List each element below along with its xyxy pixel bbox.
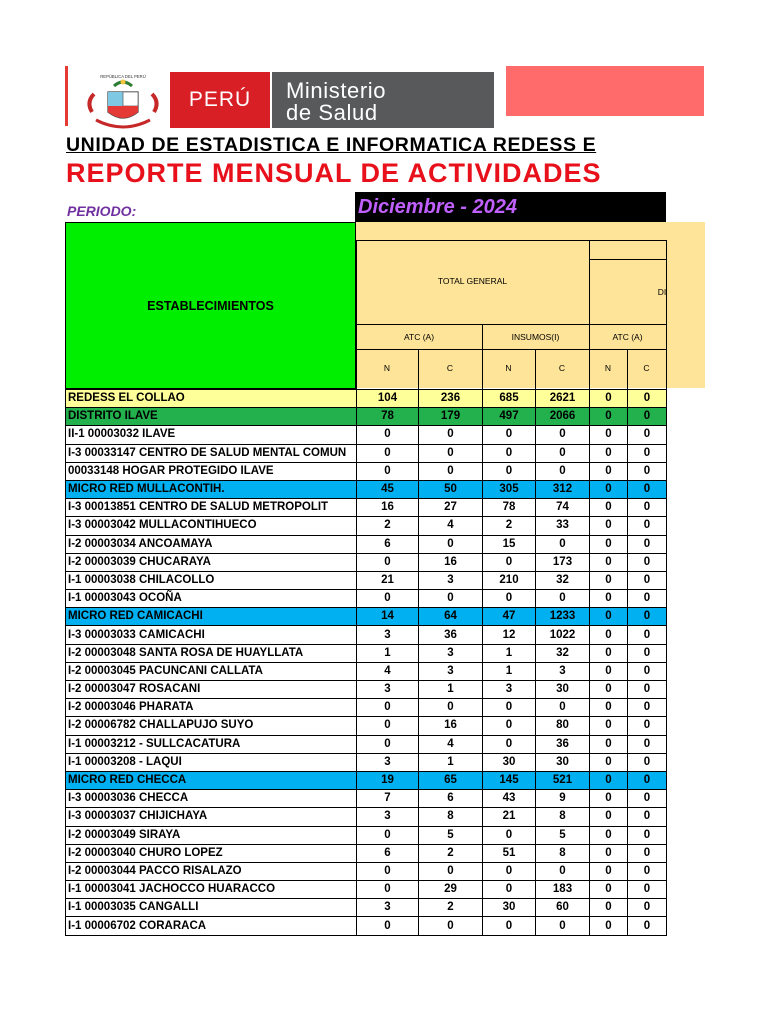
value-cell: 0 (590, 553, 628, 571)
period-label: PERIODO: (67, 203, 137, 219)
establishment-name: II-1 00003032 ILAVE (66, 426, 357, 444)
value-cell: 0 (536, 462, 590, 480)
value-cell: 0 (357, 553, 419, 571)
ministry-line-1: Ministerio (286, 78, 387, 103)
value-cell: 30 (536, 753, 590, 771)
value-cell: 0 (628, 444, 667, 462)
col-c-header: C (643, 363, 650, 373)
value-cell: 0 (628, 535, 667, 553)
value-cell: 3 (483, 681, 536, 699)
value-cell: 33 (536, 517, 590, 535)
col-n-header: N (383, 363, 391, 373)
total-general-header: TOTAL GENERAL (437, 276, 508, 286)
value-cell: 0 (357, 917, 419, 935)
establishments-header-label: ESTABLECIMIENTOS (147, 298, 274, 313)
table-row (66, 426, 667, 444)
value-cell: 0 (628, 681, 667, 699)
value-cell: 0 (628, 571, 667, 589)
value-cell: 0 (590, 535, 628, 553)
establishment-name: I-2 00006782 CHALLAPUJO SUYO (66, 717, 357, 735)
value-cell: 0 (590, 608, 628, 626)
table-row (66, 862, 667, 880)
value-cell: 16 (419, 553, 483, 571)
value-cell: 0 (590, 444, 628, 462)
value-cell: 3 (357, 808, 419, 826)
table-row (66, 808, 667, 826)
value-cell: 0 (590, 790, 628, 808)
value-cell: 0 (590, 717, 628, 735)
value-cell: 0 (483, 917, 536, 935)
establishment-name: DISTRITO ILAVE (66, 408, 357, 426)
table-row (66, 626, 667, 644)
establishment-name: 00033148 HOGAR PROTEGIDO ILAVE (66, 462, 357, 480)
value-cell: 0 (628, 826, 667, 844)
value-cell: 15 (483, 535, 536, 553)
value-cell: 65 (419, 771, 483, 789)
value-cell: 0 (628, 790, 667, 808)
value-cell: 1 (419, 681, 483, 699)
establishment-name: I-2 00003034 ANCOAMAYA (66, 535, 357, 553)
establishment-name: I-2 00003047 ROSACANI (66, 681, 357, 699)
value-cell: 5 (536, 826, 590, 844)
value-cell: 3 (419, 662, 483, 680)
col-c-header: C (446, 363, 454, 373)
establishment-name: I-2 00003049 SIRAYA (66, 826, 357, 844)
shield-caption: REPÚBLICA DEL PERÚ (100, 74, 146, 79)
header-rule (589, 259, 666, 260)
value-cell: 0 (590, 844, 628, 862)
value-cell: 0 (590, 917, 628, 935)
value-cell: 51 (483, 844, 536, 862)
establishment-name: I-1 00003038 CHILACOLLO (66, 571, 357, 589)
value-cell: 0 (357, 881, 419, 899)
value-cell: 0 (536, 917, 590, 935)
value-cell: 0 (483, 462, 536, 480)
value-cell: 0 (628, 408, 667, 426)
table-row (66, 608, 667, 626)
table-row (66, 499, 667, 517)
value-cell: 2 (419, 844, 483, 862)
value-cell: 0 (628, 553, 667, 571)
table-row (66, 444, 667, 462)
col-n-header: N (505, 363, 512, 373)
table-row (66, 644, 667, 662)
value-cell: 0 (536, 699, 590, 717)
value-cell: 0 (590, 390, 628, 408)
value-cell: 236 (419, 390, 483, 408)
value-cell: 3 (419, 571, 483, 589)
table-row (66, 662, 667, 680)
value-cell: 104 (357, 390, 419, 408)
value-cell: 1 (419, 753, 483, 771)
value-cell: 0 (628, 753, 667, 771)
table-row (66, 844, 667, 862)
value-cell: 312 (536, 480, 590, 498)
value-cell: 3 (357, 753, 419, 771)
value-cell: 0 (483, 699, 536, 717)
value-cell: 0 (590, 808, 628, 826)
header-divider (666, 240, 667, 389)
peru-label: PERÚ (188, 88, 252, 111)
value-cell: 0 (357, 717, 419, 735)
value-cell: 521 (536, 771, 590, 789)
unit-title: UNIDAD DE ESTADISTICA E INFORMATICA REDESS E (66, 134, 597, 156)
value-cell: 19 (357, 771, 419, 789)
table-row (66, 917, 667, 935)
value-cell: 0 (628, 499, 667, 517)
value-cell: 173 (536, 553, 590, 571)
value-cell: 0 (590, 899, 628, 917)
value-cell: 6 (419, 790, 483, 808)
value-cell: 0 (628, 844, 667, 862)
value-cell: 0 (628, 626, 667, 644)
value-cell: 80 (536, 717, 590, 735)
establishment-name: I-1 00003035 CANGALLI (66, 899, 357, 917)
value-cell: 0 (590, 644, 628, 662)
value-cell: 74 (536, 499, 590, 517)
table-row (66, 699, 667, 717)
value-cell: 0 (536, 535, 590, 553)
col-c-header: C (558, 363, 566, 373)
value-cell: 0 (628, 771, 667, 789)
value-cell: 36 (536, 735, 590, 753)
insumos-header: INSUMOS(I) (511, 332, 560, 342)
establishments-header (65, 222, 356, 389)
accent-line (65, 66, 68, 126)
table-row (66, 390, 667, 408)
establishment-name: I-3 00003036 CHECCA (66, 790, 357, 808)
value-cell: 3 (357, 681, 419, 699)
value-cell: 27 (419, 499, 483, 517)
establishment-name: I-2 00003040 CHURO LOPEZ (66, 844, 357, 862)
value-cell: 0 (357, 590, 419, 608)
highlight-box (506, 66, 704, 116)
value-cell: 0 (590, 517, 628, 535)
establishment-name: I-3 00003042 MULLACONTIHUECO (66, 517, 357, 535)
establishment-name: I-3 00033147 CENTRO DE SALUD MENTAL COMUN (66, 444, 357, 462)
value-cell: 0 (628, 590, 667, 608)
value-cell: 60 (536, 899, 590, 917)
value-cell: 0 (483, 881, 536, 899)
value-cell: 0 (590, 426, 628, 444)
value-cell: 0 (483, 717, 536, 735)
value-cell: 0 (590, 862, 628, 880)
value-cell: 0 (590, 408, 628, 426)
value-cell: 14 (357, 608, 419, 626)
value-cell: 0 (536, 426, 590, 444)
value-cell: 3 (419, 644, 483, 662)
value-cell: 47 (483, 608, 536, 626)
table-row (66, 408, 667, 426)
value-cell: 2 (419, 899, 483, 917)
table-row (66, 790, 667, 808)
value-cell: 7 (357, 790, 419, 808)
value-cell: 0 (628, 735, 667, 753)
value-cell: 0 (628, 480, 667, 498)
table-row (66, 681, 667, 699)
value-cell: 0 (357, 826, 419, 844)
table-row (66, 571, 667, 589)
value-cell: 45 (357, 480, 419, 498)
value-cell: 0 (590, 462, 628, 480)
value-cell: 0 (483, 426, 536, 444)
table-row (66, 480, 667, 498)
report-title: REPORTE MENSUAL DE ACTIVIDADES (66, 158, 602, 188)
value-cell: 32 (536, 644, 590, 662)
value-cell: 1 (357, 644, 419, 662)
value-cell: 305 (483, 480, 536, 498)
value-cell: 0 (590, 771, 628, 789)
value-cell: 6 (357, 535, 419, 553)
value-cell: 0 (590, 735, 628, 753)
establishment-name: I-2 00003044 PACCO RISALAZO (66, 862, 357, 880)
value-cell: 497 (483, 408, 536, 426)
establishment-name: I-2 00003048 SANTA ROSA DE HUAYLLATA (66, 644, 357, 662)
value-cell: 0 (357, 444, 419, 462)
value-cell: 0 (628, 717, 667, 735)
atc-header-2: ATC (A) (612, 332, 643, 342)
value-cell: 21 (357, 571, 419, 589)
col-n-header: N (604, 363, 612, 373)
table-row (66, 881, 667, 899)
value-cell: 21 (483, 808, 536, 826)
value-cell: 0 (628, 808, 667, 826)
value-cell: 32 (536, 571, 590, 589)
table-row (66, 462, 667, 480)
value-cell: 685 (483, 390, 536, 408)
value-cell: 9 (536, 790, 590, 808)
establishment-name: I-2 00003039 CHUCARAYA (66, 553, 357, 571)
value-cell: 0 (590, 662, 628, 680)
establishment-name: I-1 00003208 - LAQUI (66, 753, 357, 771)
value-cell: 145 (483, 771, 536, 789)
establishment-name: I-2 00003045 PACUNCANI CALLATA (66, 662, 357, 680)
table-row (66, 771, 667, 789)
value-cell: 0 (419, 862, 483, 880)
value-cell: 8 (419, 808, 483, 826)
establishment-name: I-2 00003046 PHARATA (66, 699, 357, 717)
value-cell: 1233 (536, 608, 590, 626)
value-cell: 0 (483, 826, 536, 844)
value-cell: 36 (419, 626, 483, 644)
peru-brand (170, 72, 270, 128)
value-cell: 1022 (536, 626, 590, 644)
value-cell: 43 (483, 790, 536, 808)
value-cell: 50 (419, 480, 483, 498)
value-cell: 0 (483, 862, 536, 880)
value-cell: 0 (628, 517, 667, 535)
table-row (66, 517, 667, 535)
table-row (66, 753, 667, 771)
establishment-name: MICRO RED CAMICACHI (66, 608, 357, 626)
value-cell: 0 (628, 644, 667, 662)
value-cell: 30 (483, 899, 536, 917)
value-cell: 210 (483, 571, 536, 589)
activities-table (65, 389, 667, 936)
value-cell: 179 (419, 408, 483, 426)
value-cell: 0 (628, 699, 667, 717)
value-cell: 0 (419, 917, 483, 935)
value-cell: 0 (536, 590, 590, 608)
value-cell: 0 (357, 426, 419, 444)
value-cell: 2621 (536, 390, 590, 408)
value-cell: 0 (628, 662, 667, 680)
value-cell: 0 (483, 444, 536, 462)
value-cell: 0 (483, 553, 536, 571)
value-cell: 0 (419, 462, 483, 480)
value-cell: 64 (419, 608, 483, 626)
value-cell: 0 (357, 862, 419, 880)
value-cell: 12 (483, 626, 536, 644)
value-cell: 3 (357, 626, 419, 644)
value-cell: 8 (536, 844, 590, 862)
establishment-name: I-1 00003043 OCOÑA (66, 590, 357, 608)
value-cell: 4 (357, 662, 419, 680)
value-cell: 0 (590, 499, 628, 517)
value-cell: 0 (590, 571, 628, 589)
value-cell: 0 (419, 426, 483, 444)
table-row (66, 717, 667, 735)
value-cell: 0 (357, 699, 419, 717)
value-cell: 4 (419, 517, 483, 535)
value-cell: 0 (628, 899, 667, 917)
value-cell: 3 (536, 662, 590, 680)
establishment-name: I-1 00003212 - SULLCACATURA (66, 735, 357, 753)
establishment-name: MICRO RED MULLACONTIH. (66, 480, 357, 498)
value-cell: 0 (357, 735, 419, 753)
coat-of-arms-icon (84, 72, 162, 132)
di-header: DI (657, 287, 667, 297)
value-cell: 0 (483, 590, 536, 608)
value-cell: 0 (590, 480, 628, 498)
header-rule (356, 324, 666, 325)
value-cell: 0 (628, 462, 667, 480)
value-cell: 78 (357, 408, 419, 426)
ministry-line-2: de Salud (286, 100, 378, 125)
value-cell: 0 (590, 699, 628, 717)
table-row (66, 826, 667, 844)
value-cell: 0 (590, 681, 628, 699)
value-cell: 0 (590, 626, 628, 644)
establishment-name: REDESS EL COLLAO (66, 390, 357, 408)
value-cell: 0 (590, 753, 628, 771)
value-cell: 2066 (536, 408, 590, 426)
establishment-name: I-3 00003037 CHIJICHAYA (66, 808, 357, 826)
value-cell: 30 (483, 753, 536, 771)
value-cell: 0 (483, 735, 536, 753)
value-cell: 0 (536, 444, 590, 462)
period-value[interactable]: Diciembre - 2024 (355, 192, 666, 222)
value-cell: 183 (536, 881, 590, 899)
value-cell: 1 (483, 662, 536, 680)
value-cell: 0 (628, 881, 667, 899)
ministry-brand (272, 72, 494, 128)
value-cell: 0 (419, 590, 483, 608)
table-row (66, 899, 667, 917)
value-cell: 0 (357, 462, 419, 480)
value-cell: 16 (419, 717, 483, 735)
value-cell: 0 (536, 862, 590, 880)
value-cell: 0 (628, 917, 667, 935)
establishment-name: I-1 00006702 CORARACA (66, 917, 357, 935)
value-cell: 3 (357, 899, 419, 917)
value-cell: 0 (419, 444, 483, 462)
value-cell: 30 (536, 681, 590, 699)
value-cell: 2 (483, 517, 536, 535)
value-cell: 0 (419, 535, 483, 553)
table-row (66, 590, 667, 608)
value-cell: 78 (483, 499, 536, 517)
value-cell: 2 (357, 517, 419, 535)
activities-table-body (66, 390, 667, 936)
establishment-name: I-1 00003041 JACHOCCO HUARACCO (66, 881, 357, 899)
header-rule (356, 349, 666, 350)
value-cell: 0 (590, 590, 628, 608)
table-row (66, 735, 667, 753)
value-cell: 6 (357, 844, 419, 862)
value-cell: 8 (536, 808, 590, 826)
value-cell: 0 (628, 608, 667, 626)
value-cell: 16 (357, 499, 419, 517)
value-cell: 0 (628, 426, 667, 444)
atc-header: ATC (A) (403, 332, 435, 342)
value-cell: 5 (419, 826, 483, 844)
value-cell: 0 (590, 826, 628, 844)
table-row (66, 535, 667, 553)
establishment-name: I-3 00003033 CAMICACHI (66, 626, 357, 644)
header-rule (356, 240, 666, 241)
value-cell: 0 (419, 699, 483, 717)
value-cell: 1 (483, 644, 536, 662)
value-cell: 0 (628, 862, 667, 880)
establishment-name: I-3 00013851 CENTRO DE SALUD METROPOLIT (66, 499, 357, 517)
value-cell: 29 (419, 881, 483, 899)
table-row (66, 553, 667, 571)
value-cell: 4 (419, 735, 483, 753)
value-cell: 0 (590, 881, 628, 899)
value-cell: 0 (628, 390, 667, 408)
establishment-name: MICRO RED CHECCA (66, 771, 357, 789)
